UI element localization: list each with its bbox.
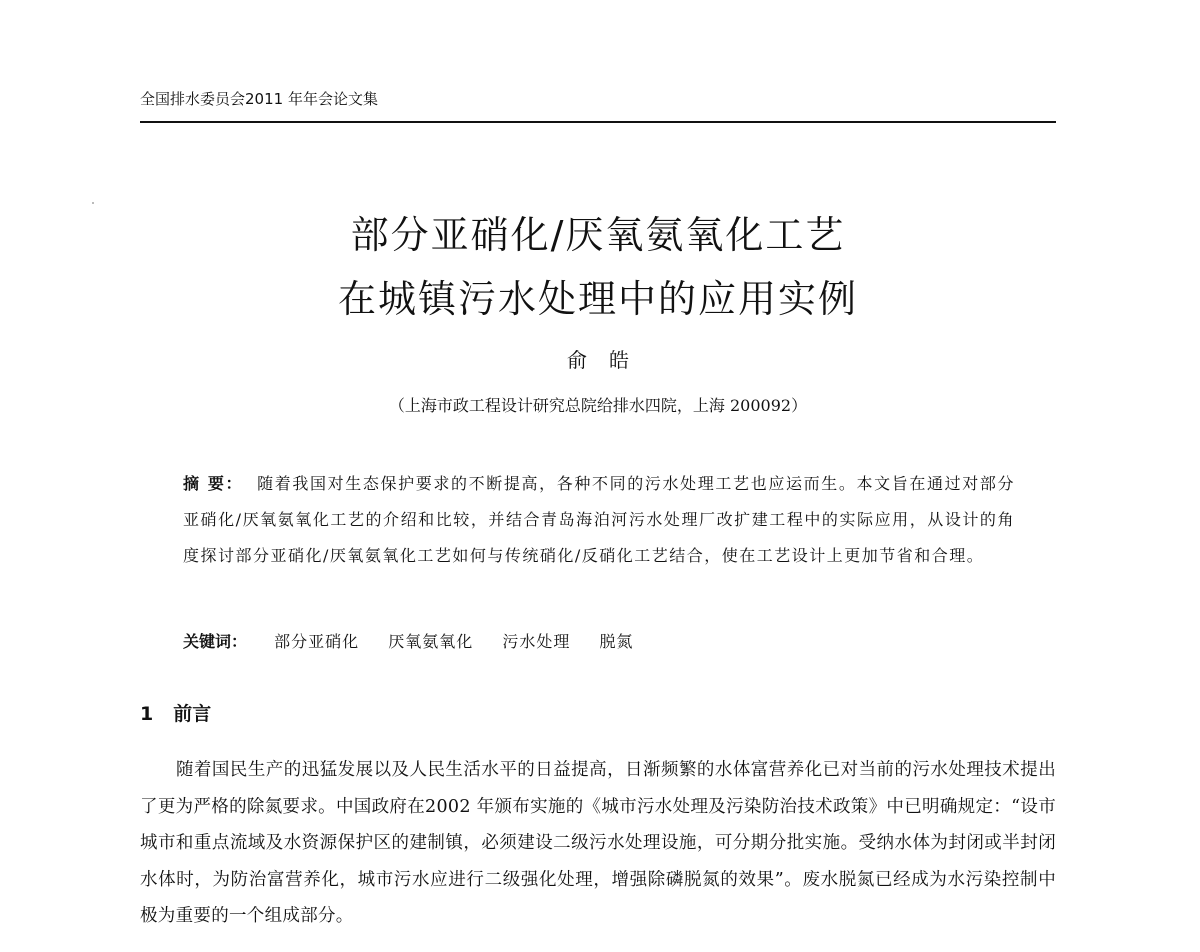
abstract-label: 摘 要： [183,474,244,493]
section-title: 前言 [173,703,212,725]
keyword-item: 污水处理 [502,632,571,651]
author-affiliation: （上海市政工程设计研究总院给排水四院，上海 200092） [388,396,808,415]
section-number: 1 [140,703,154,725]
header-rule [140,121,1056,123]
title-line-2: 在城镇污水处理中的应用实例 [337,277,858,321]
running-head: 全国排水委员会2011 年年会论文集 [140,90,378,108]
keyword-item: 厌氧氨氧化 [388,632,474,651]
author-name: 俞皓 [567,348,651,372]
keywords-label: 关键词： [183,632,248,651]
keyword-item: 脱氮 [599,632,634,651]
body-paragraph: 随着国民生产的迅猛发展以及人民生活水平的日益提高，日渐频繁的水体富营养化已对当前的污水处理技术提出了更为严格的除氮要求。中国政府在2002 年颁布实施的《城市污水处理及污染防治技术政策》中已明确规定：“设市城市和重点流域及水资源保护区的建制镇，必须建设二级污水处理设施，可分期分批实施。受纳水体为封闭或半封闭水体时，为防治富营养化，城市污水应进行二级强化处理，增强除磷脱氮的效果”。废水脱氮已经成为水污染控制中极为重要的一个组成部分。 [140,760,1056,926]
keyword-item: 部分亚硝化 [274,632,360,651]
abstract-text: 随着我国对生态保护要求的不断提高，各种不同的污水处理工艺也应运而生。本文旨在通过对部分亚硝化/厌氧氨氧化工艺的介绍和比较，并结合青岛海泊河污水处理厂改扩建工程中的实际应用，从设计的角度探讨部分亚硝化/厌氧氨氧化工艺如何与传统硝化/反硝化工艺结合，使在工艺设计上更加节省和合理。 [183,474,1015,565]
scan-speck [92,202,94,204]
title-line-1: 部分亚硝化/厌氧氨氧化工艺 [350,213,846,257]
section-heading [140,699,211,726]
abstract [183,466,1015,574]
keywords [183,628,1015,656]
